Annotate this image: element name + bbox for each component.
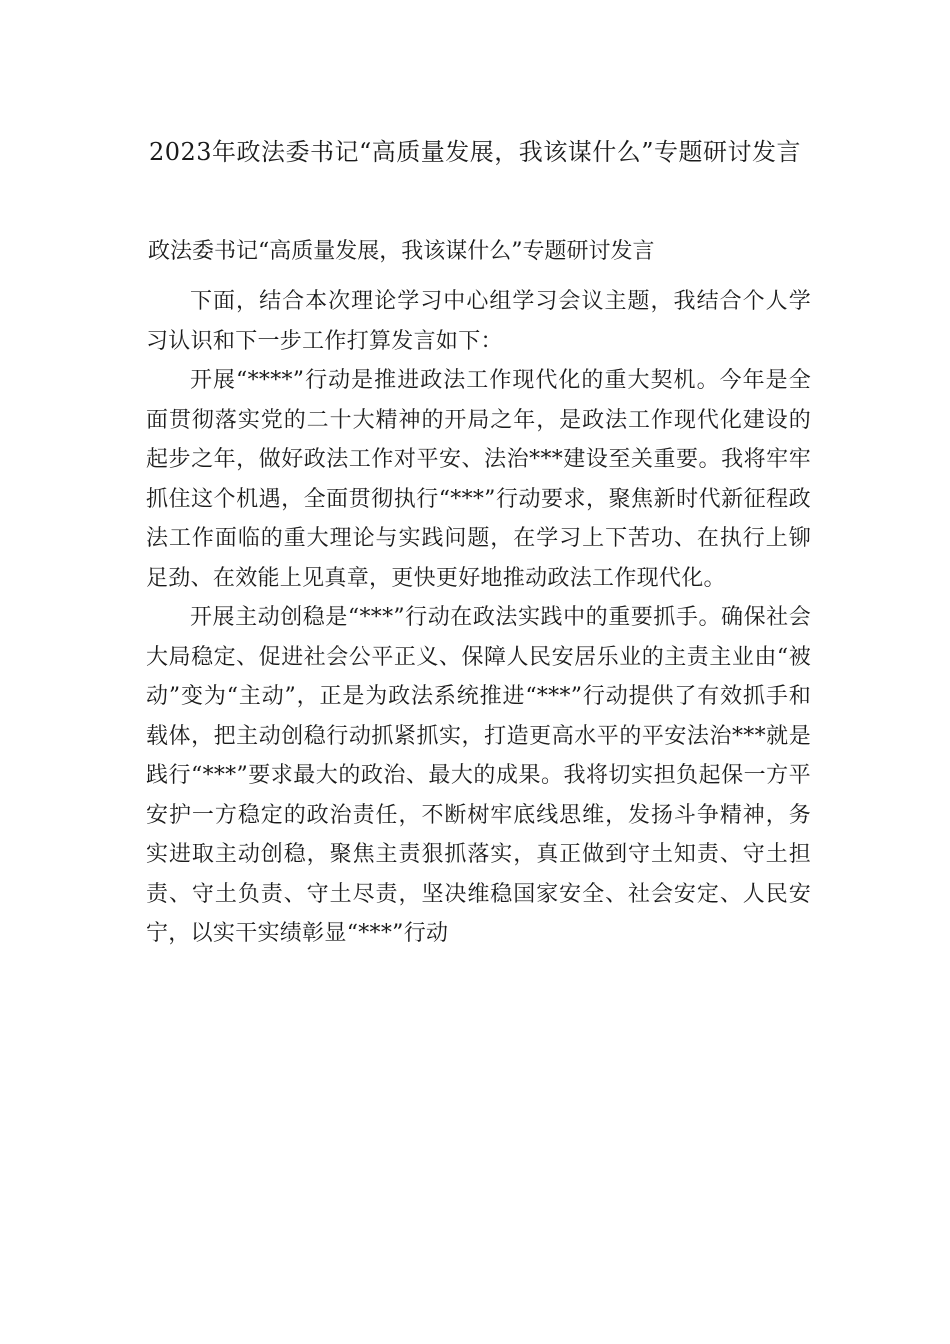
document-title: 2023年政法委书记“高质量发展，我该谋什么”专题研讨发言 bbox=[148, 138, 802, 166]
paragraph-stability: 开展主动创稳是“***”行动在政法实践中的重要抓手。确保社会大局稳定、促进社会公平正义、保障人民安居乐业的主责主业由“被动”变为“主动”，正是为政法系统推进“***”行动提供了有效抓手和载体，把主动创稳行动抓紧抓实，打造更高水平的平安法治***就是践行“***”要求最大的政治、最大的成果。我将切实担负起保一方平安护一方稳定的政治责任，不断树牢底线思维，发扬斗争精神，务实进取主动创稳，聚焦主责狠抓落实，真正做到守土知责、守土担责、守土负责、守土尽责，坚决维稳国家安全、社会安定、人民安宁，以实干实绩彰显“***”行动 bbox=[146, 605, 811, 946]
paragraph-intro: 下面，结合本次理论学习中心组学习会议主题，我结合个人学习认识和下一步工作打算发言如下： bbox=[146, 289, 811, 354]
document-subtitle: 政法委书记“高质量发展，我该谋什么”专题研讨发言 bbox=[148, 239, 655, 264]
document-body bbox=[146, 282, 811, 954]
paragraph-action: 开展“****”行动是推进政法工作现代化的重大契机。今年是全面贯彻落实党的二十大精神的开局之年，是政法工作现代化建设的起步之年，做好政法工作对平安、法治***建设至关重要。我将牢牢抓住这个机遇，全面贯彻执行“***”行动要求，聚焦新时代新征程政法工作面临的重大理论与实践问题，在学习上下苦功、在执行上铆足劲、在效能上见真章，更快更好地推动政法工作现代化。 bbox=[146, 368, 811, 591]
